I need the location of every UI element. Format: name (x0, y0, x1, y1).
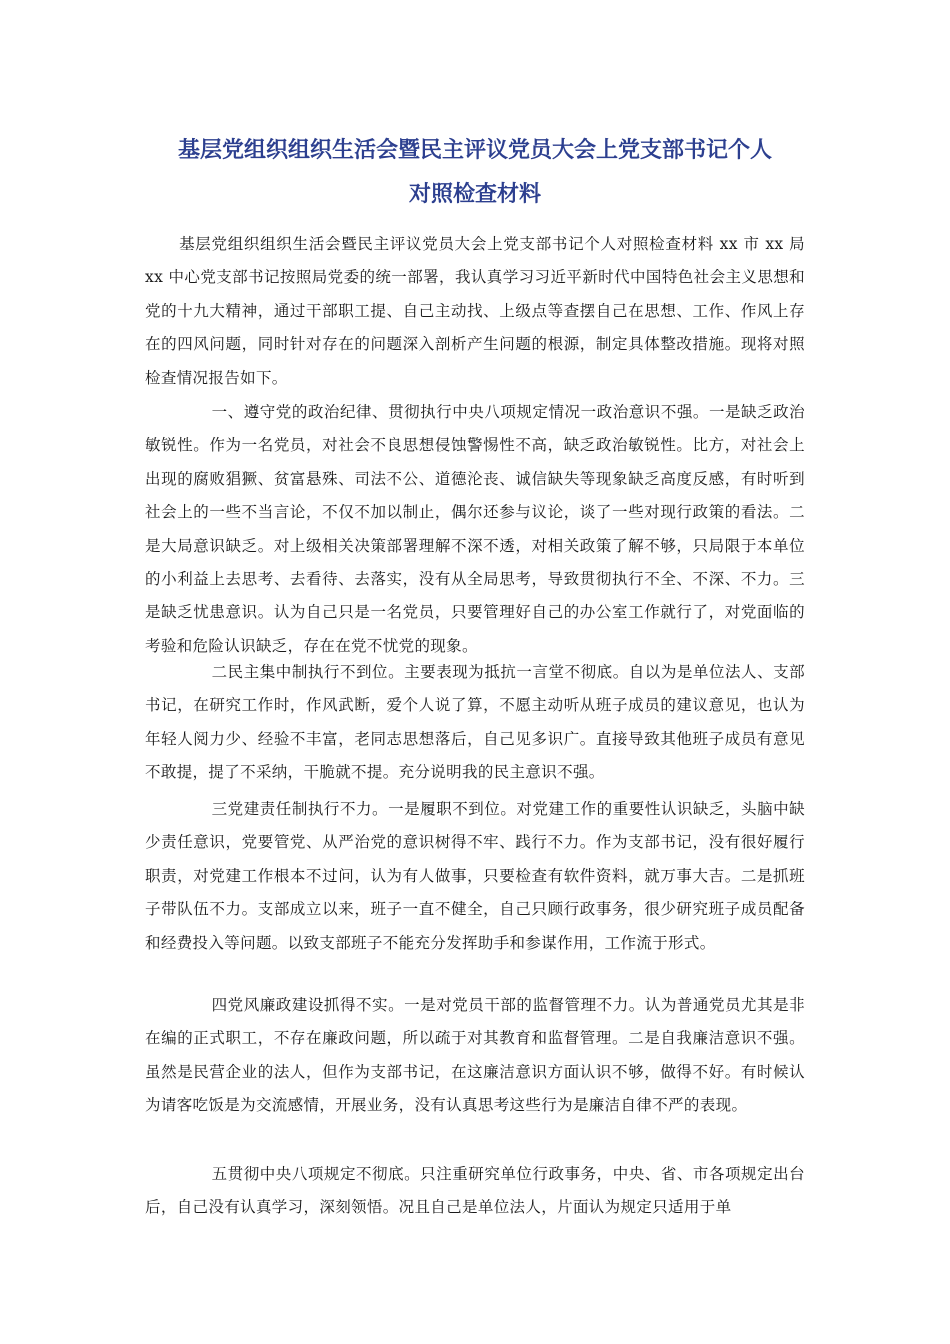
paragraph-section-3: 三党建责任制执行不力。一是履职不到位。对党建工作的重要性认识缺乏，头脑中缺少责任意识，党要管党、从严治党的意识树得不牢、践行不力。作为支部书记，没有很好履行职责，对党建工作根本不过问，认为有人做事，只要检查有软件资料，就万事大吉。二是抓班子带队伍不力。支部成立以来，班子一直不健全，自己只顾行政事务，很少研究班子成员配备和经费投入等问题。以致支部班子不能充分发挥助手和参谋作用，工作流于形式。 (145, 800, 805, 952)
document-title-line-1: 基层党组织组织生活会暨民主评议党员大会上党支部书记个人 (177, 138, 772, 163)
paragraph-intro: 基层党组织组织生活会暨民主评议党员大会上党支部书记个人对照检查材料 xx 市 xx 局 xx 中心党支部书记按照局党委的统一部署，我认真学习习近平新时代中国特色社会主义思想和党的十九大精神，通过干部职工提、自己主动找、上级点等查摆自己在思想、工作、作风上存在的四风问题，同时针对存在的问题深入剖析产生问题的根源，制定具体整改措施。现将对照检查情况报告如下。 (145, 235, 805, 387)
document-title-line-2: 对照检查材料 (408, 182, 541, 207)
paragraph-section-1: 一、遵守党的政治纪律、贯彻执行中央八项规定情况一政治意识不强。一是缺乏政治敏锐性。作为一名党员，对社会不良思想侵蚀警惕性不高，缺乏政治敏锐性。比方，对社会上出现的腐败猖獗、贫富悬殊、司法不公、道德沦丧、诚信缺失等现象缺乏高度反感，有时听到社会上的一些不当言论，不仅不加以制止，偶尔还参与议论，谈了一些对现行政策的看法。二是大局意识缺乏。对上级相关决策部署理解不深不透，对相关政策了解不够，只局限于本单位的小利益上去思考、去看待、去落实，没有从全局思考，导致贯彻执行不全、不深、不力。三是缺乏忧患意识。认为自己只是一名党员，只要管理好自己的办公室工作就行了，对党面临的考验和危险认识缺乏，存在在党不忧党的现象。 (145, 403, 805, 655)
paragraph-section-5: 五贯彻中央八项规定不彻底。只注重研究单位行政事务，中央、省、市各项规定出台后，自己没有认真学习，深刻领悟。况且自己是单位法人，片面认为规定只适用于单 (145, 1165, 805, 1217)
paragraph-section-2: 二民主集中制执行不到位。主要表现为抵抗一言堂不彻底。自以为是单位法人、支部书记，在研究工作时，作风武断，爱个人说了算，不愿主动听从班子成员的建议意见，也认为年轻人阅力少、经验不丰富，老同志思想落后，自己见多识广。直接导致其他班子成员有意见不敢提，提了不采纳，干脆就不提。充分说明我的民主意识不强。 (145, 663, 805, 782)
paragraph-section-4: 四党风廉政建设抓得不实。一是对党员干部的监督管理不力。认为普通党员尤其是非在编的正式职工，不存在廉政问题，所以疏于对其教育和监督管理。二是自我廉洁意识不强。虽然是民营企业的法人，但作为支部书记，在这廉洁意识方面认识不够，做得不好。有时候认为请客吃饭是为交流感情，开展业务，没有认真思考这些行为是廉洁自律不严的表现。 (145, 996, 805, 1115)
